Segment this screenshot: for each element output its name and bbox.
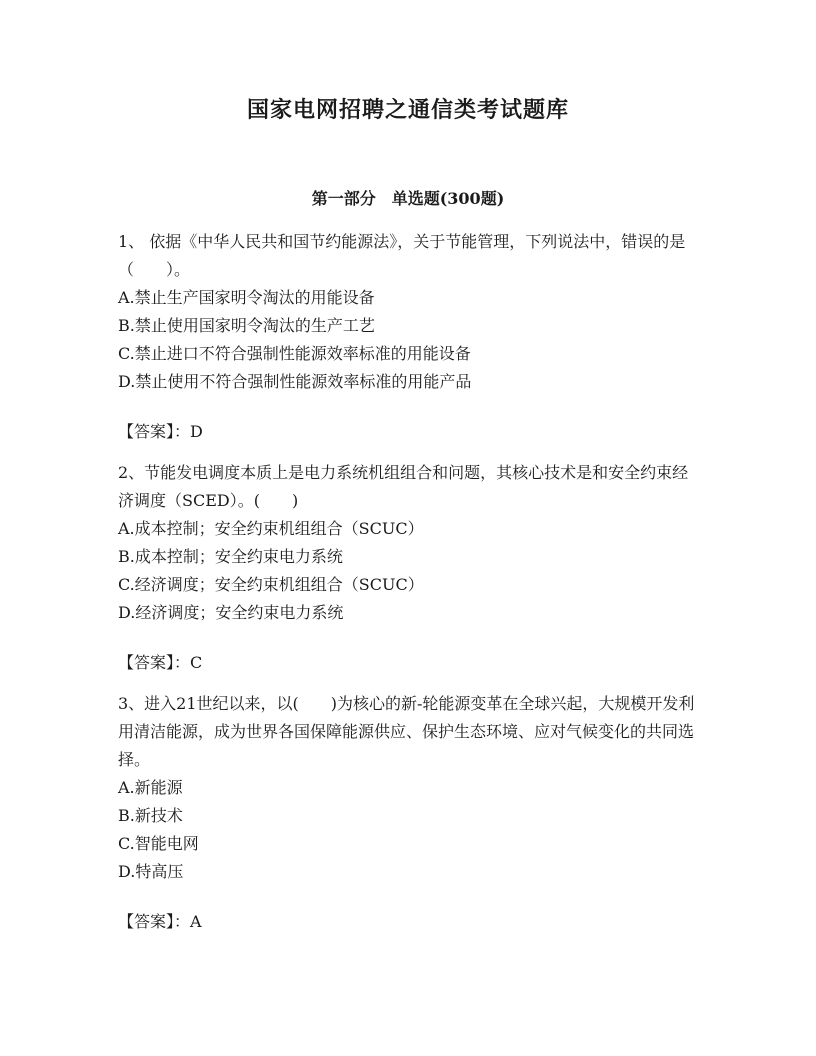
answer-line xyxy=(118,908,698,936)
question-1 xyxy=(118,228,698,446)
question-stem: 3、进入21世纪以来，以( )为核心的新-轮能源变革在全球兴起，大规模开发利用清洁能源，成为世界各国保障能源供应、保护生态环境、应对气候变化的共同选择。 xyxy=(118,694,695,769)
answer-label: 【答案】 xyxy=(118,912,175,931)
answer-line xyxy=(118,649,698,677)
answer-line xyxy=(118,418,698,446)
option-d: D.经济调度；安全约束电力系统 xyxy=(118,603,344,622)
question-stem: 2、节能发电调度本质上是电力系统机组组合和问题，其核心技术是和安全约束经济调度（SCED）。( ) xyxy=(118,463,689,510)
answer-value: ：D xyxy=(174,422,203,441)
question-3 xyxy=(118,690,698,936)
option-a: A.新能源 xyxy=(118,778,183,797)
answer-value: ：A xyxy=(174,912,202,931)
option-a: A.禁止生产国家明令淘汰的用能设备 xyxy=(118,288,375,307)
document-title: 国家电网招聘之通信类考试题库 xyxy=(246,97,569,123)
option-a: A.成本控制；安全约束机组组合（SCUC） xyxy=(118,519,424,538)
question-list xyxy=(118,228,698,949)
question-stem: 1、 依据《中华人民共和国节约能源法》，关于节能管理，下列说法中，错误的是（ ）。 xyxy=(118,232,686,279)
option-d: D.禁止使用不符合强制性能源效率标准的用能产品 xyxy=(118,372,472,391)
section-heading: 第一部分 单选题(300题) xyxy=(311,189,505,208)
answer-label: 【答案】 xyxy=(118,653,175,672)
answer-value: ：C xyxy=(174,653,203,672)
option-c: C.智能电网 xyxy=(118,834,199,853)
option-c: C.禁止进口不符合强制性能源效率标准的用能设备 xyxy=(118,344,471,363)
question-2 xyxy=(118,459,698,677)
option-d: D.特高压 xyxy=(118,862,184,881)
option-b: B.禁止使用国家明令淘汰的生产工艺 xyxy=(118,316,375,335)
option-c: C.经济调度；安全约束机组组合（SCUC） xyxy=(118,575,424,594)
option-b: B.成本控制；安全约束电力系统 xyxy=(118,547,343,566)
answer-label: 【答案】 xyxy=(118,422,175,441)
option-b: B.新技术 xyxy=(118,806,183,825)
